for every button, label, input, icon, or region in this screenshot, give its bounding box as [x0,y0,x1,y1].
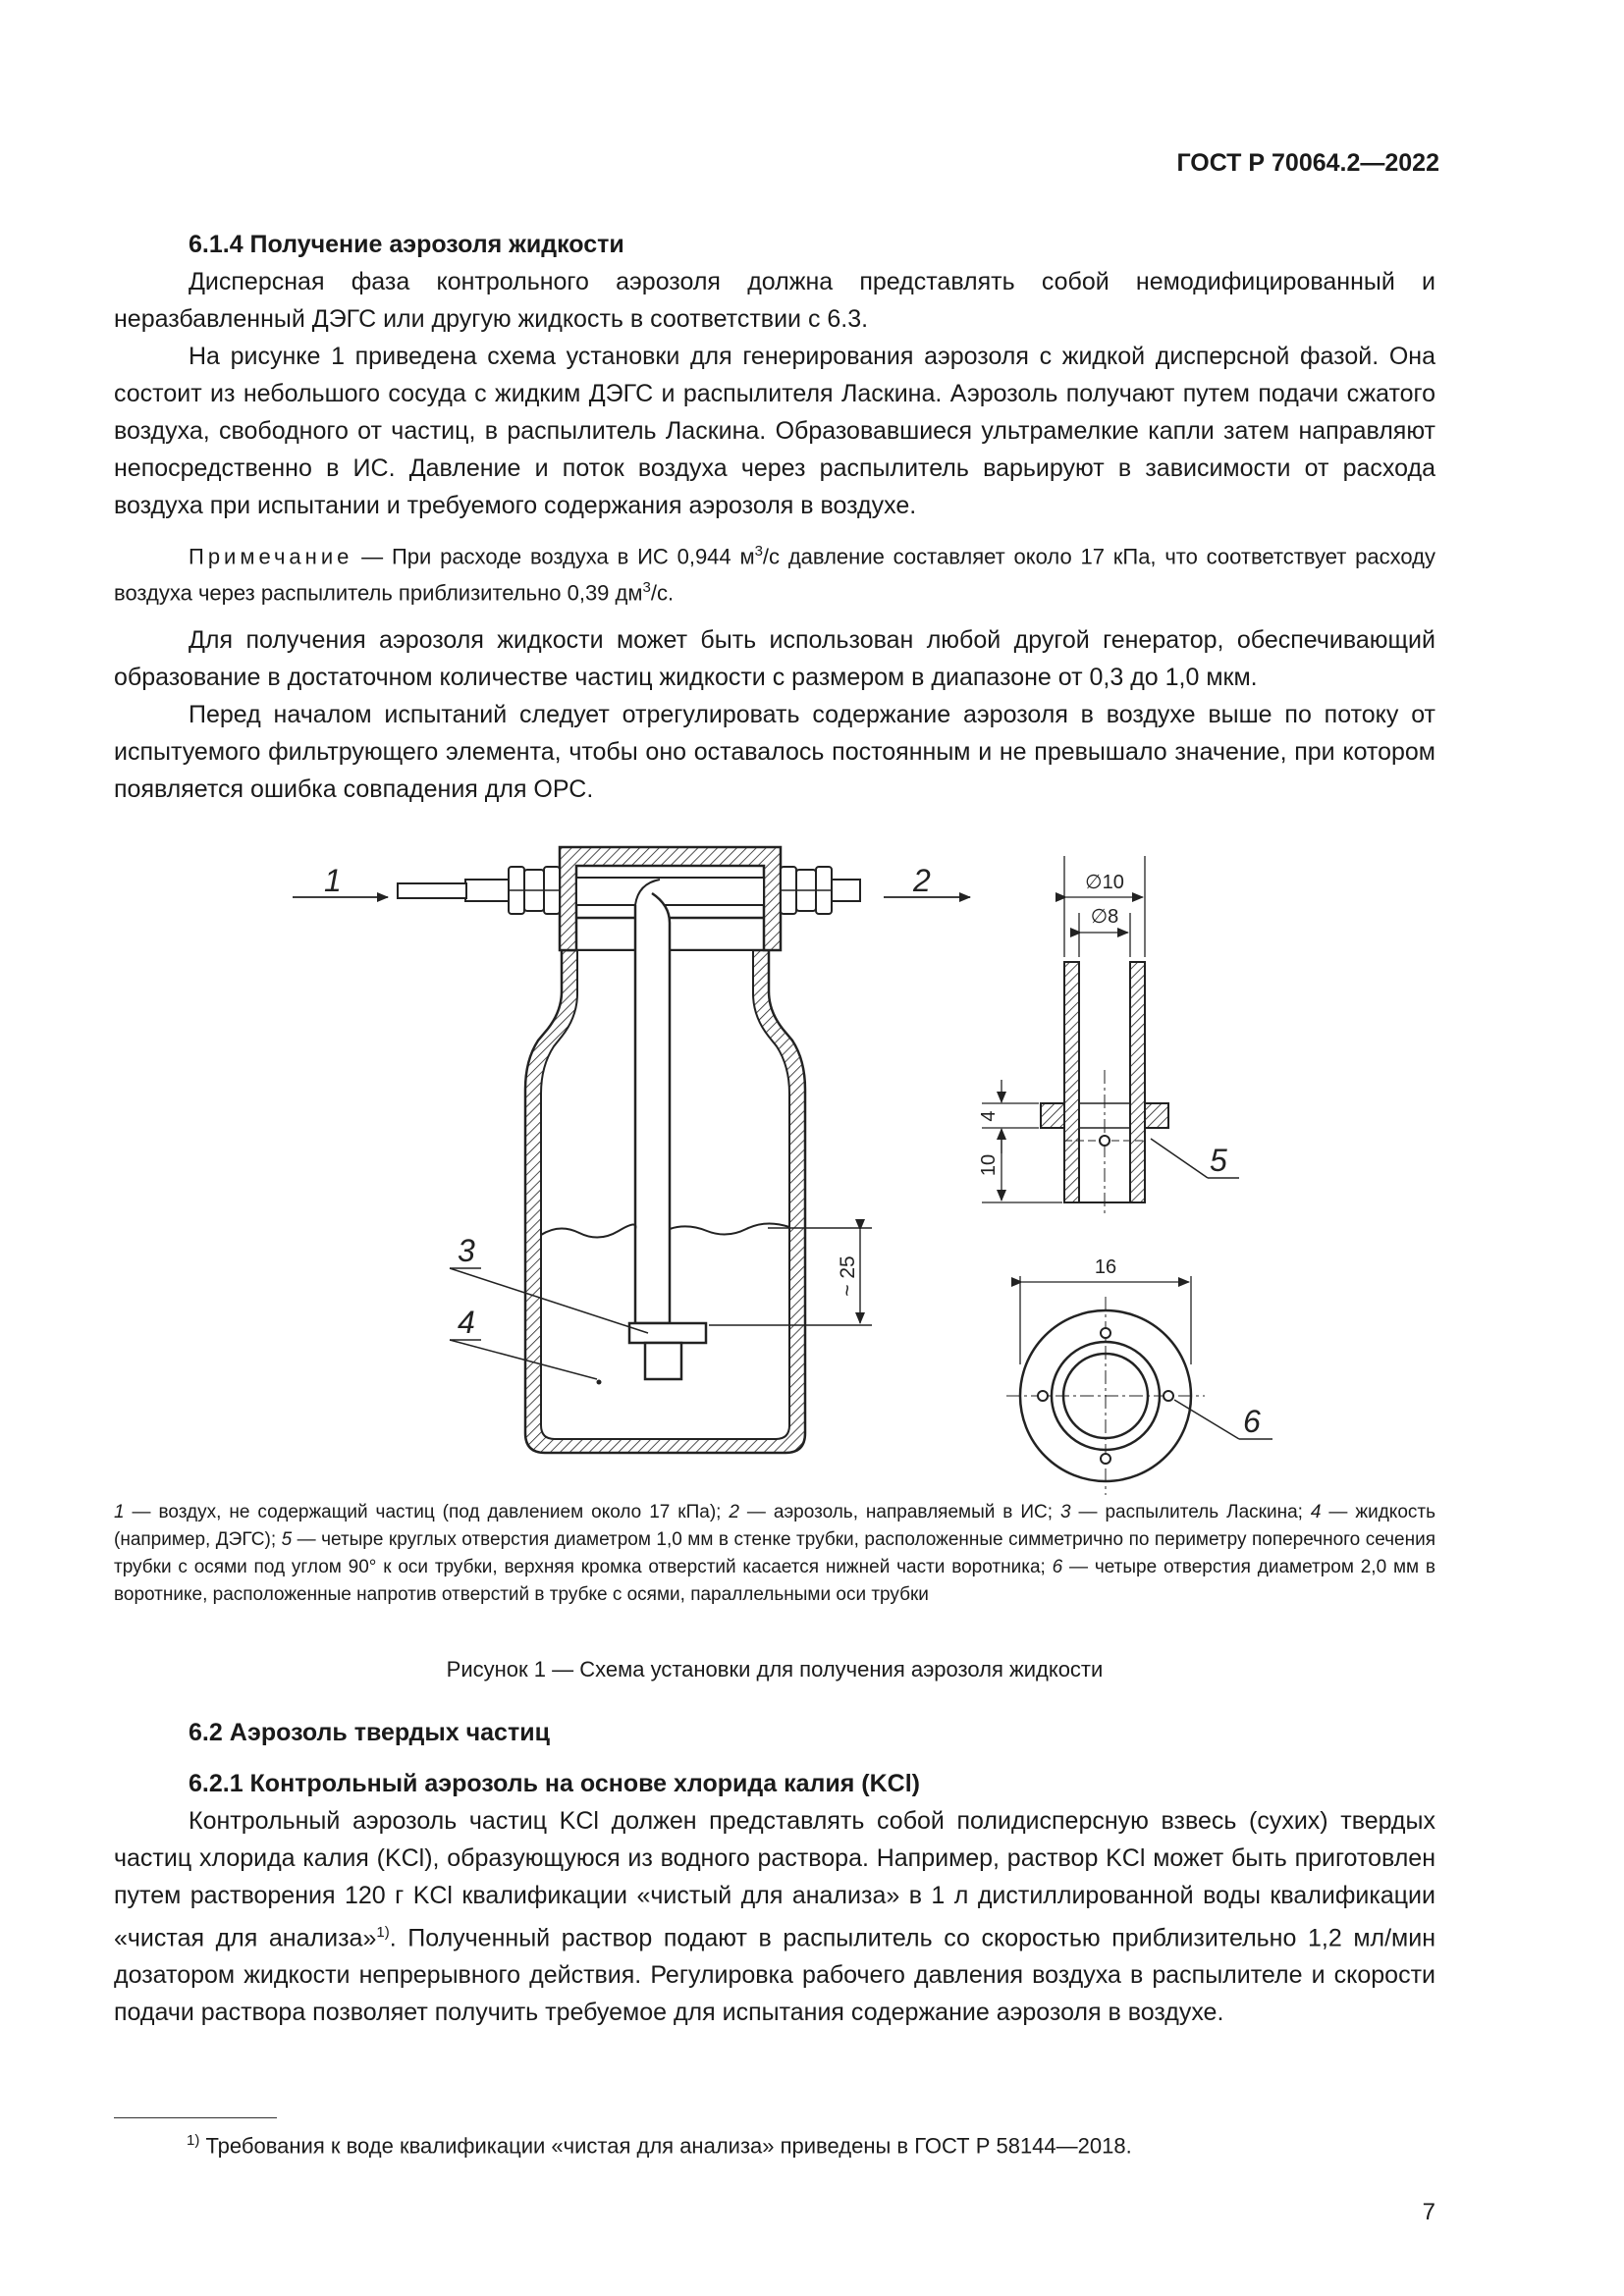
inlet-outlet-tube [398,867,860,914]
legend-text: — воздух, не содержащий частиц (под давлением около 17 кПа); [124,1502,730,1522]
legend-text: — четыре отверстия диаметром 2,0 мм в воротнике, расположенные напротив отверстий в трубке с осями, параллельными оси трубки [114,1557,1436,1605]
superscript: 3 [642,579,651,597]
l-shaped-tube [635,893,670,1323]
note-text: /с. [650,580,675,606]
note-text: — При расходе воздуха в ИС 0,944 м [352,544,755,569]
label-4: 4 [458,1305,475,1340]
section-heading: 6.2.1 Контрольный аэрозоль на основе хлорида калия (KCl) [189,1770,920,1797]
dim-d8: ∅8 [1090,906,1119,928]
dim-h10: 10 [978,1153,1000,1177]
legend-text: — аэрозоль, направляемый в ИС; [738,1502,1060,1522]
legend-num: 5 [281,1529,293,1550]
legend-num: 6 [1052,1557,1063,1577]
superscript: 3 [754,543,763,560]
dim-w16: 16 [1094,1256,1117,1278]
label-3: 3 [458,1233,475,1268]
paragraph: Для получения аэрозоля жидкости может быть использован любой другой генератор, обеспечивающий образование в достаточном количестве частиц жидкости с размером в диапазоне от 0,3 до 1,0 мкм. [114,625,1435,691]
paragraph: На рисунке 1 приведена схема установки для генерирования аэрозоля с жидкой дисперсной фазой. Она состоит из небольшого сосуда с жидким ДЭГС и распылителя Ласкина. Аэрозоль получают путем подачи сжатого воздуха, свободного от частиц, в распылитель Ласкина. Образовавшиеся ультрамелкие капли затем направляют непосредственно в ИС. Давление и поток воздуха через распылитель варьируют в зависимости от расхода воздуха при испытании и требуемого содержания аэрозоля в воздухе. [114,343,1435,519]
paragraph: Перед началом испытаний следует отрегулировать содержание аэрозоля в воздухе выше по потоку от испытуемого фильтрующего элемента, чтобы оно оставалось постоянным и не превышало значение, при котором появляется ошибка совпадения для ОРС. [114,700,1435,803]
legend-text: — распылитель Ласкина; [1070,1502,1311,1522]
legend-text: — жидкость (например, ДЭГС); [114,1502,1435,1550]
note-text: /с давление составляет около 17 кПа, что соответствует расходу воздуха через распылитель приблизительно 0,39 дм [114,544,1435,606]
dim-h4: 4 [978,1110,1000,1122]
laskin-nozzle-collar [629,1323,706,1343]
section-heading: 6.2 Аэрозоль твердых частиц [189,1719,550,1746]
note-label: Примечание [189,544,353,569]
footnote-separator [114,2117,277,2118]
laskin-nozzle-tube [645,1343,681,1379]
paragraph-text: Контрольный аэрозоль частиц KCl должен представлять собой полидисперсную взвесь (сухих) твердых частиц хлорида калия (KCl), образующуюся из водного раствора. Например, раствор KCl может быть приготовлен путем растворения 120 г KCl квалификации «чистый для анализа» в 1 л дистиллированной воды квалификации «чистая для анализа» [114,1807,1435,1952]
label-6: 6 [1243,1404,1261,1439]
legend-num: 1 [114,1502,125,1522]
label-5: 5 [1210,1143,1227,1178]
label-1: 1 [324,863,342,898]
page-number: 7 [1422,2199,1435,2225]
dim-d10: ∅10 [1085,872,1124,893]
dim-level-25: ~ 25 [837,1255,859,1297]
paragraph [114,1802,1435,2031]
legend-num: 4 [1310,1502,1322,1522]
footnote-ref[interactable]: 1) [376,1924,390,1941]
legend-text: — четыре круглых отверстия диаметром 1,0 мм в стенке трубки, расположенные симметрично по периметру поперечного сечения трубки с осями под углом 90° к оси трубки, верхняя кромка отверстий касается нижней части воротника; [114,1529,1435,1577]
figure-caption: Рисунок 1 — Схема установки для получения аэрозоля жидкости [446,1657,1104,1682]
detail-collar-plan [1006,1256,1272,1495]
section-6-2 [114,1714,1435,2031]
legend-num: 3 [1059,1502,1071,1522]
paragraph: Дисперсная фаза контрольного аэрозоля должна представлять собой немодифицированный и неразбавленный ДЭГС или другую жидкость в соответствии с 6.3. [114,268,1435,333]
footnote [187,2132,1132,2159]
label-2: 2 [913,863,931,898]
footnote-mark: 1) [187,2132,200,2149]
section-heading: 6.1.4 Получение аэрозоля жидкости [189,231,624,258]
legend-num: 2 [729,1502,739,1522]
footnote-text: Требования к воде квалификации «чистая для анализа» приведены в ГОСТ Р 58144—2018. [199,2133,1132,2159]
detail-tube-section [978,856,1239,1217]
paragraph-text: . Полученный раствор подают в распылитель со скоростью приблизительно 1,2 мл/мин дозатором жидкости непрерывного действия. Регулировка рабочего давления воздуха в распылителе и скорости подачи раствора позволяет получить требуемое для испытания содержание аэрозоля в воздухе. [114,1924,1436,2027]
figure-legend [114,1499,1435,1609]
document-id: ГОСТ Р 70064.2—2022 [1176,149,1439,177]
liquid-dot [597,1380,602,1385]
